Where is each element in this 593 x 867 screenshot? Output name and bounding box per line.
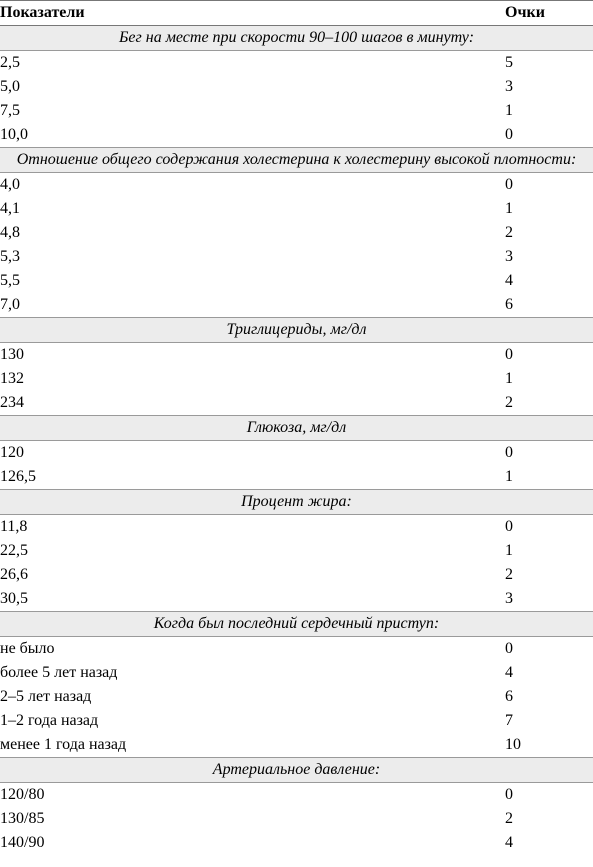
row-score: 3 — [505, 248, 513, 265]
row-score: 0 — [505, 346, 513, 363]
row-label: 4,0 — [0, 176, 20, 193]
row-score: 2 — [505, 394, 513, 411]
row-score: 0 — [505, 518, 513, 535]
row-score: 2 — [505, 224, 513, 241]
row-score: 0 — [505, 444, 513, 461]
table-row — [0, 587, 593, 612]
section-title: Процент жира: — [0, 490, 593, 515]
table-row — [0, 293, 593, 318]
table-row — [0, 391, 593, 416]
table-row — [0, 661, 593, 685]
header-score: Очки — [505, 1, 593, 26]
row-score: 7 — [505, 712, 513, 729]
row-label: 120/80 — [0, 786, 45, 803]
row-label: 7,0 — [0, 296, 20, 313]
row-label: 126,5 — [0, 468, 36, 485]
row-score: 2 — [505, 566, 513, 583]
row-label: 120 — [0, 444, 24, 461]
row-label: 7,5 — [0, 102, 20, 119]
header-label: Показатели — [0, 1, 505, 26]
table-row — [0, 245, 593, 269]
table-row — [0, 465, 593, 490]
row-label: 5,0 — [0, 78, 20, 95]
row-label: 140/90 — [0, 834, 45, 851]
row-score: 6 — [505, 296, 513, 313]
row-score: 3 — [505, 590, 513, 607]
table-row — [0, 807, 593, 831]
table-row — [0, 441, 593, 466]
row-label: 4,8 — [0, 224, 20, 241]
table-row — [0, 709, 593, 733]
row-score: 0 — [505, 640, 513, 657]
table-row — [0, 637, 593, 662]
row-score: 10 — [505, 736, 521, 753]
table-row — [0, 99, 593, 123]
table-row — [0, 367, 593, 391]
row-score: 0 — [505, 176, 513, 193]
row-label: 234 — [0, 394, 24, 411]
row-label: 22,5 — [0, 542, 28, 559]
row-label: 10,0 — [0, 126, 28, 143]
row-label: 1–2 года назад — [0, 712, 99, 729]
table-row — [0, 197, 593, 221]
row-label: 11,8 — [0, 518, 28, 535]
row-label: 5,3 — [0, 248, 20, 265]
row-score: 1 — [505, 542, 513, 559]
row-label: 5,5 — [0, 272, 20, 289]
section-header-row — [0, 148, 593, 173]
section-title: Триглицериды, мг/дл — [0, 318, 593, 343]
section-header-row — [0, 26, 593, 51]
table-row — [0, 783, 593, 808]
row-label: 130/85 — [0, 810, 45, 827]
row-label: 2,5 — [0, 54, 20, 71]
table-row — [0, 221, 593, 245]
table-header-row — [0, 1, 593, 26]
table-row — [0, 123, 593, 148]
section-title: Отношение общего содержания холестерина к холестерину высокой плотности: — [0, 148, 593, 173]
section-title: Когда был последний сердечный приступ: — [0, 612, 593, 637]
row-label: 26,6 — [0, 566, 28, 583]
section-header-row — [0, 612, 593, 637]
row-score: 4 — [505, 664, 513, 681]
table-row — [0, 269, 593, 293]
row-score: 6 — [505, 688, 513, 705]
table-row — [0, 515, 593, 540]
row-score: 0 — [505, 126, 513, 143]
row-score: 5 — [505, 54, 513, 71]
row-score: 1 — [505, 370, 513, 387]
section-title: Бег на месте при скорости 90–100 шагов в минуту: — [0, 26, 593, 51]
row-label: 2–5 лет назад — [0, 688, 92, 705]
row-label: 4,1 — [0, 200, 20, 217]
table-row — [0, 733, 593, 758]
section-header-row — [0, 758, 593, 783]
row-score: 4 — [505, 834, 513, 851]
row-label: более 5 лет назад — [0, 664, 118, 681]
table-row — [0, 539, 593, 563]
row-label: менее 1 года назад — [0, 736, 127, 753]
row-score: 1 — [505, 468, 513, 485]
table-row — [0, 173, 593, 198]
table-row — [0, 51, 593, 76]
section-header-row — [0, 318, 593, 343]
table-row — [0, 343, 593, 368]
table-row — [0, 831, 593, 855]
row-label: 132 — [0, 370, 24, 387]
row-score: 2 — [505, 810, 513, 827]
row-label: не было — [0, 640, 55, 657]
section-header-row — [0, 416, 593, 441]
row-score: 3 — [505, 78, 513, 95]
section-title: Глюкоза, мг/дл — [0, 416, 593, 441]
row-score: 0 — [505, 786, 513, 803]
section-title: Артериальное давление: — [0, 758, 593, 783]
row-score: 1 — [505, 102, 513, 119]
table-row — [0, 563, 593, 587]
table-body — [0, 26, 593, 856]
row-label: 130 — [0, 346, 24, 363]
table-row — [0, 75, 593, 99]
row-label: 30,5 — [0, 590, 28, 607]
table-row — [0, 685, 593, 709]
row-score: 1 — [505, 200, 513, 217]
section-header-row — [0, 490, 593, 515]
row-score: 4 — [505, 272, 513, 289]
